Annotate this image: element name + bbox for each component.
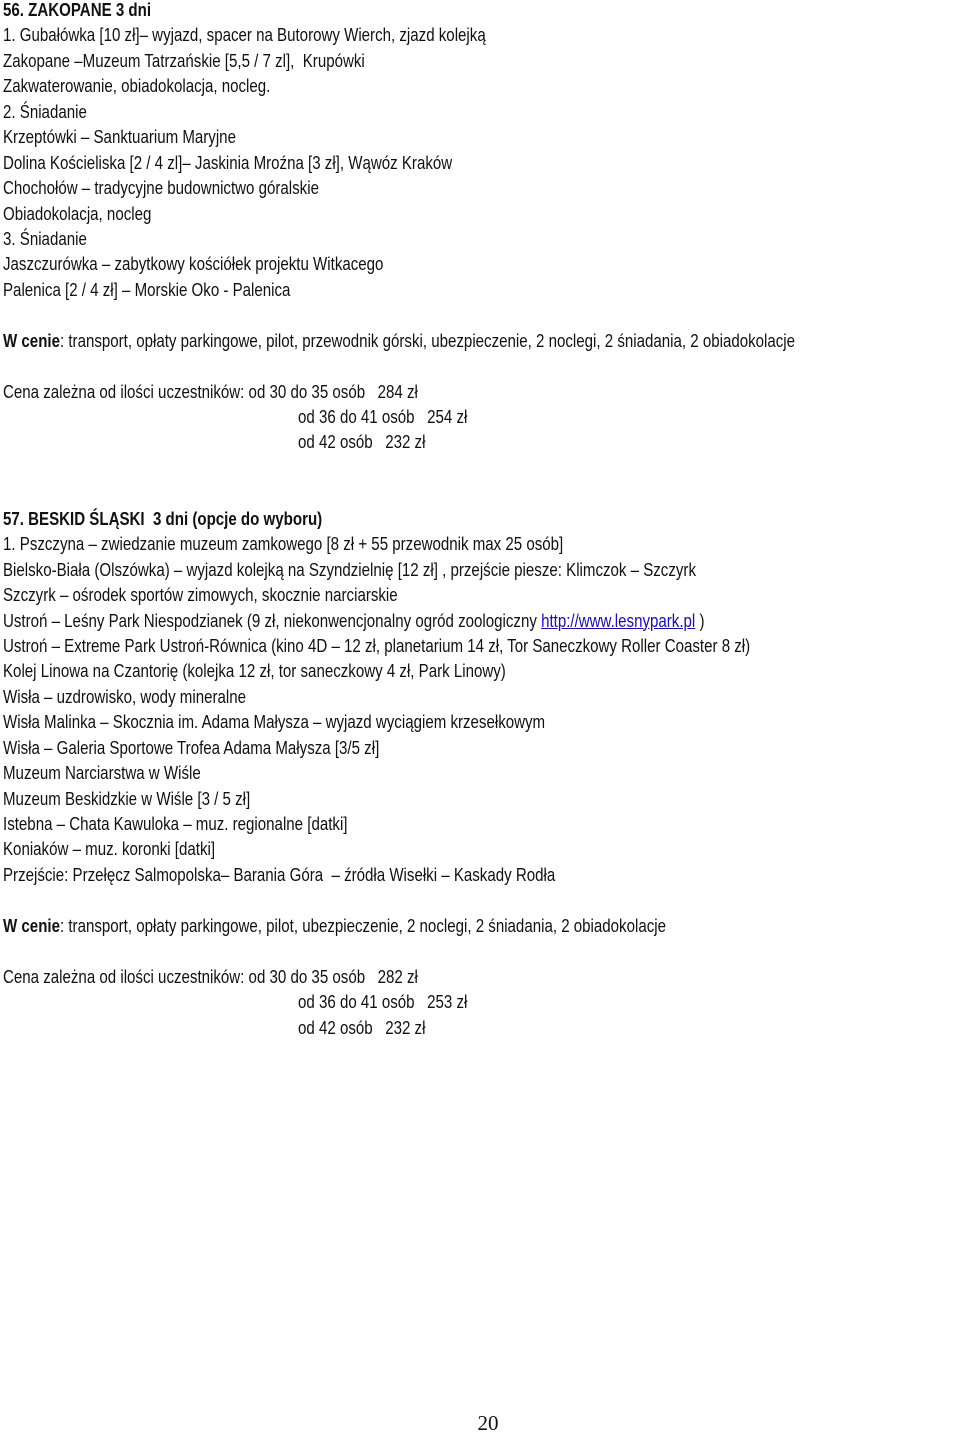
price-row: od 42 osób 232 zł	[298, 431, 426, 453]
lesnypark-link[interactable]: http://www.lesnypark.pl	[541, 609, 696, 631]
price-row: od 36 do 41 osób 254 zł	[298, 406, 468, 427]
itinerary-line: Krzeptówki – Sanktuarium Maryjne	[3, 126, 236, 148]
itinerary-line: Koniaków – muz. koronki [datki]	[3, 838, 216, 860]
section-56-title: 56. ZAKOPANE 3 dni	[3, 0, 152, 20]
itinerary-line: Przejście: Przełęcz Salmopolska– Barania Góra – źródła Wisełki – Kaskady Rodła	[3, 863, 556, 885]
itinerary-line: Szczyrk – ośrodek sportów zimowych, skocznie narciarskie	[3, 584, 398, 606]
itinerary-line: 2. Śniadanie	[3, 100, 87, 122]
price-includes: W cenie: transport, opłaty parkingowe, pilot, ubezpieczenie, 2 noclegi, 2 śniadania, 2 obiadokolacje	[3, 914, 666, 936]
itinerary-line: 3. Śniadanie	[3, 227, 87, 249]
price-row: od 36 do 41 osób 253 zł	[298, 991, 468, 1013]
itinerary-line: Kolej Linowa na Czantorię (kolejka 12 zł, tor saneczkowy 4 zł, Park Linowy)	[3, 660, 506, 682]
price-includes-label: W cenie	[3, 914, 60, 936]
document-page	[3, 0, 960, 1040]
itinerary-line: 1. Pszczyna – zwiedzanie muzeum zamkowego [8 zł + 55 przewodnik max 25 osób]	[3, 533, 564, 555]
itinerary-line: Ustroń – Extreme Park Ustroń-Równica (kino 4D – 12 zł, planetarium 14 zł, Tor Saneczkowy Roller Coaster 8 zł)	[3, 634, 751, 656]
itinerary-line: Wisła – Galeria Sportowe Trofea Adama Małysza [3/5 zł]	[3, 736, 380, 758]
itinerary-line: Dolina Kościeliska [2 / 4 zl]– Jaskinia Mroźna [3 zł], Wąwóz Kraków	[3, 151, 453, 173]
itinerary-line: Chochołów – tradycyjne budownictwo góralskie	[3, 177, 319, 199]
itinerary-line: Zakopane –Muzeum Tatrzańskie [5,5 / 7 zl], Krupówki	[3, 49, 365, 71]
itinerary-line: Ustroń – Leśny Park Niespodzianek (9 zł, niekonwencjonalny ogród zoologiczny http://www.lesnypark.pl )	[3, 609, 705, 631]
itinerary-line: Zakwaterowanie, obiadokolacja, nocleg.	[3, 75, 271, 97]
itinerary-line: Wisła Malinka – Skocznia im. Adama Małysza – wyjazd wyciągiem krzesełkowym	[3, 711, 546, 733]
itinerary-line: Wisła – uzdrowisko, wody mineralne	[3, 685, 247, 707]
itinerary-line: Palenica [2 / 4 zł] – Morskie Oko - Palenica	[3, 278, 291, 300]
itinerary-line: Muzeum Narciarstwa w Wiśle	[3, 762, 201, 784]
price-row: od 42 osób 232 zł	[298, 1016, 426, 1038]
page-number: 20	[477, 1411, 499, 1435]
itinerary-line: Jaszczurówka – zabytkowy kościółek projektu Witkacego	[3, 253, 384, 275]
itinerary-line: Istebna – Chata Kawuloka – muz. regionalne [datki]	[3, 813, 348, 834]
price-row: Cena zależna od ilości uczestników: od 30 do 35 osób 284 zł	[3, 380, 418, 402]
itinerary-line: Bielsko-Biała (Olszówka) – wyjazd kolejką na Szyndzielnię [12 zł] , przejście piesze: Klimczok – Szczyrk	[3, 558, 696, 580]
itinerary-line: Muzeum Beskidzkie w Wiśle [3 / 5 zł]	[3, 787, 251, 809]
section-57-title: 57. BESKID ŚLĄSKI 3 dni (opcje do wyboru)	[3, 507, 323, 529]
itinerary-line: Obiadokolacja, nocleg	[3, 202, 152, 224]
price-includes: W cenie: transport, opłaty parkingowe, pilot, przewodnik górski, ubezpieczenie, 2 noclegi, 2 śniadania, 2 obiadokolacje	[3, 329, 796, 351]
price-includes-label: W cenie	[3, 329, 60, 351]
price-row: Cena zależna od ilości uczestników: od 30 do 35 osób 282 zł	[3, 965, 418, 987]
itinerary-line: 1. Gubałówka [10 zł]– wyjazd, spacer na Butorowy Wierch, zjazd kolejką	[3, 24, 486, 46]
